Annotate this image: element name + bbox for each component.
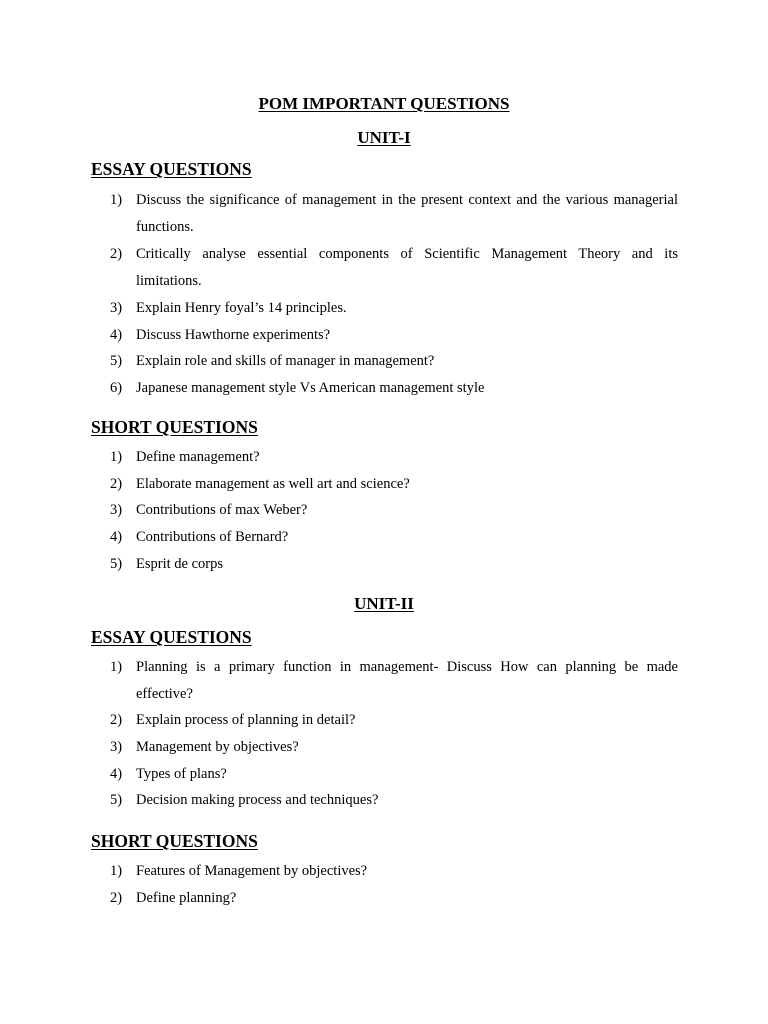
item-text: Management by objectives? (136, 739, 299, 755)
list-item (110, 497, 678, 524)
item-number: 2) (110, 476, 123, 492)
item-text-continued: limitations. (136, 273, 202, 289)
item-text: Explain Henry foyal’s 14 principles. (136, 300, 347, 316)
item-number: 3) (110, 739, 123, 755)
list-item (110, 444, 678, 471)
item-text: Esprit de corps (136, 556, 223, 572)
item-text: Contributions of max Weber? (136, 502, 308, 518)
unit-heading-2: UNIT-II (354, 594, 414, 613)
item-number: 4) (110, 766, 123, 782)
item-number: 5) (110, 792, 123, 808)
item-text: Planning is a primary function in management- Discuss How can planning be made (136, 659, 678, 675)
section-heading-short-unit-2: SHORT QUESTIONS (91, 831, 258, 851)
item-text: Types of plans? (136, 766, 227, 782)
list-item (110, 885, 678, 912)
list-item (110, 471, 678, 498)
list-item (110, 707, 678, 734)
list-item (110, 322, 678, 349)
list-item (110, 375, 678, 402)
item-text: Discuss Hawthorne experiments? (136, 327, 331, 343)
item-number: 1) (110, 449, 123, 465)
list-item (110, 787, 678, 814)
list-item (110, 524, 678, 551)
section-heading-short-unit-1: SHORT QUESTIONS (91, 417, 258, 437)
item-number: 4) (110, 529, 123, 545)
item-number: 3) (110, 502, 123, 518)
item-text: Contributions of Bernard? (136, 529, 289, 545)
list-item (110, 761, 678, 788)
item-text: Explain process of planning in detail? (136, 712, 356, 728)
item-text-continued: functions. (136, 219, 194, 235)
item-number: 1) (110, 659, 123, 675)
item-number: 2) (110, 712, 123, 728)
list-item (110, 241, 678, 295)
document-title: POM IMPORTANT QUESTIONS (258, 94, 510, 113)
item-text: Japanese management style Vs American management style (136, 380, 485, 396)
section-heading-essay-unit-1: ESSAY QUESTIONS (91, 159, 252, 179)
list-item (110, 734, 678, 761)
item-text: Features of Management by objectives? (136, 863, 368, 879)
list-item (110, 348, 678, 375)
item-text: Explain role and skills of manager in management? (136, 353, 435, 369)
list-item (110, 187, 678, 241)
item-number: 3) (110, 300, 123, 316)
item-text: Define planning? (136, 890, 237, 906)
item-text: Define management? (136, 449, 260, 465)
item-number: 1) (110, 863, 123, 879)
item-number: 4) (110, 327, 123, 343)
unit-heading-1: UNIT-I (357, 128, 411, 147)
item-text: Decision making process and techniques? (136, 792, 379, 808)
item-text: Discuss the significance of management in the present context and the various managerial (136, 192, 678, 208)
item-number: 2) (110, 890, 123, 906)
item-number: 2) (110, 246, 123, 262)
list-item (110, 551, 678, 578)
list-item (110, 858, 678, 885)
item-number: 5) (110, 353, 123, 369)
item-number: 6) (110, 380, 123, 396)
section-heading-essay-unit-2: ESSAY QUESTIONS (91, 627, 252, 647)
item-text: Elaborate management as well art and science? (136, 476, 410, 492)
item-text: Critically analyse essential components of Scientific Management Theory and its (136, 246, 678, 262)
item-number: 5) (110, 556, 123, 572)
list-item (110, 295, 678, 322)
item-text-continued: effective? (136, 686, 193, 702)
list-item (110, 654, 678, 708)
item-number: 1) (110, 192, 123, 208)
